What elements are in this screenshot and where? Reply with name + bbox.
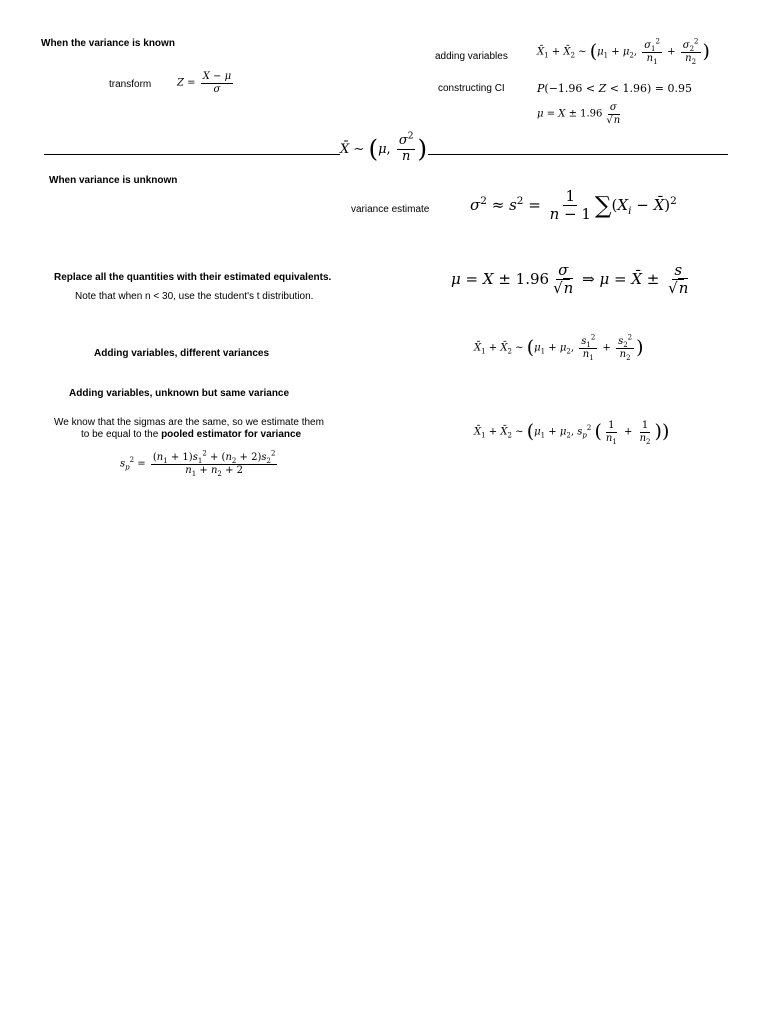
transform-label: transform <box>109 79 152 90</box>
pooled-explanation-prefix: to be equal to the <box>81 429 162 440</box>
adding-variables-formula: $X̄_1$ + $X̄_2$ ∼ ($\mu_1 + \mu_2$, $\frac{\sigma_1^2}{n_1}$ + $\frac{\sigma_2^2}{n_2}$ ) <box>537 37 710 66</box>
heading-different-variances: Adding variables, different variances <box>94 348 270 359</box>
transform-formula: Z = $\frac{X - \mu}{\sigma}$ <box>177 71 232 95</box>
ci-interval-formula: μ = X ± 1.96 $\frac{\sigma}{√n}$ <box>537 102 621 126</box>
pooled-estimator-term: pooled estimator for variance <box>161 429 302 440</box>
divider-left <box>44 154 340 155</box>
constructing-ci-label: constructing CI <box>438 83 505 94</box>
same-variance-formula: $X̄_1$ + $X̄_2$ ∼ ($\mu_1 + \mu_2$, $s_p^2$ ( $\frac{1}{n_1}$ + $\frac{1}{n_2}$ )) <box>474 420 670 446</box>
different-variances-formula: $X̄_1$ + $X̄_2$ ∼ ($\mu_1 + \mu_2$, $\frac{s_1^2}{n_1}$ + $\frac{s_2^2}{n_2}$ ) <box>474 333 644 362</box>
divider-right <box>428 154 728 155</box>
sampling-distribution-formula: X̄ ∼ (μ, $\frac{\sigma^2}{n}$ ) <box>340 131 428 164</box>
pooled-variance-formula: $s_p^2$ = $\frac{(n_1 + 1)s_1^2 + (n_2 + 2)s_2^2}{n_1 + n_2 + 2}$ <box>120 449 276 478</box>
ci-probability-formula: P(−1.96 < Z < 1.96) = 0.95 <box>537 82 692 95</box>
pooled-explanation-line2 <box>81 429 301 440</box>
estimated-ci-formula: μ = X ± 1.96 $\frac{\sigma}{√n}$ ⇒ μ = X̄ ± $\frac{s}{√n}$ <box>451 261 689 298</box>
t-distribution-note: Note that when n < 30, use the student's t distribution. <box>75 291 314 302</box>
variance-estimate-formula: $\sigma^2 \approx s^2$ = $\frac{1}{n - 1}$ $\sum(X_i$ − X̄)$^2$ <box>470 187 677 224</box>
heading-same-variance: Adding variables, unknown but same variance <box>69 388 290 399</box>
pooled-explanation-line1: We know that the sigmas are the same, so we estimate them <box>54 417 324 428</box>
variance-estimate-label: variance estimate <box>351 204 430 215</box>
adding-variables-label: adding variables <box>435 51 508 62</box>
heading-replace-quantities: Replace all the quantities with their estimated equivalents. <box>54 272 332 283</box>
heading-variance-known: When the variance is known <box>41 38 175 49</box>
heading-variance-unknown: When variance is unknown <box>49 175 178 186</box>
